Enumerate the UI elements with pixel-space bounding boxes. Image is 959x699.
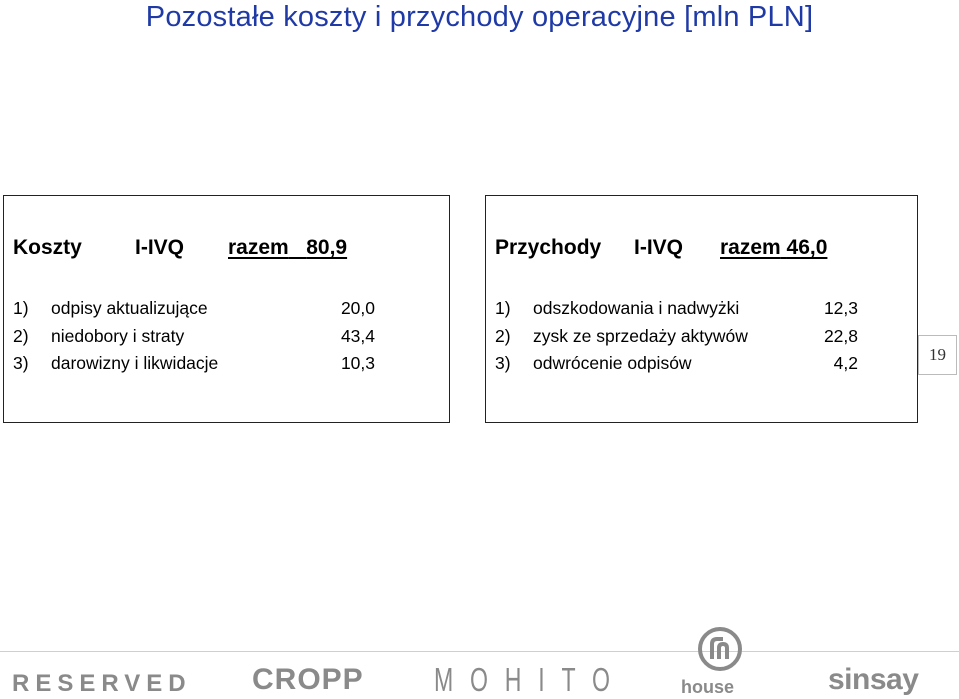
list-item-name: niedobory i straty [51,326,185,346]
page-title: Pozostałe koszty i przychody operacyjne [mln PLN] [145,1,814,33]
costs-total-value: 80,9 [306,236,348,259]
house-emblem-icon [697,626,743,672]
list-item-index: 2) [13,326,29,346]
list-item-name: odszkodowania i nadwyżki [533,298,740,318]
footer-divider [0,651,959,652]
brand-sinsay-logo: sinsay [828,663,919,696]
costs-total [228,236,347,260]
revenues-total-value: 46,0 [786,236,828,259]
costs-panel [3,195,450,423]
list-item-value: 20,0 [340,298,375,318]
list-item-value: 10,3 [340,353,375,373]
list-item-name: odpisy aktualizujące [51,298,208,318]
list-item-value: 4,2 [833,353,858,373]
brand-reserved-logo: RESERVED [12,670,192,697]
list-item-index: 1) [13,298,29,318]
revenues-period: I-IVQ [634,236,684,259]
list-item-name: darowizny i likwidacje [51,353,219,373]
list-item-index: 3) [495,353,511,373]
list-item-index: 1) [495,298,511,318]
list-item-value: 43,4 [340,326,375,346]
list-item-name: zysk ze sprzedaży aktywów [533,326,748,346]
costs-label: Koszty [13,236,82,259]
brand-mohito-logo: MOHITO [434,661,627,698]
list-item-index: 2) [495,326,511,346]
revenues-total [720,236,827,260]
page-number: 19 [918,335,957,375]
costs-total-label: razem [228,236,289,259]
list-item-value: 12,3 [823,298,858,318]
revenues-label: Przychody [495,236,602,259]
revenues-panel [485,195,918,423]
brand-house-logo: house [681,677,735,697]
revenues-total-label: razem [720,236,781,259]
brand-cropp-logo: CROPP [252,663,364,696]
list-item-index: 3) [13,353,29,373]
list-item-name: odwrócenie odpisów [533,353,692,373]
list-item-value: 22,8 [823,326,858,346]
costs-period: I-IVQ [135,236,185,259]
